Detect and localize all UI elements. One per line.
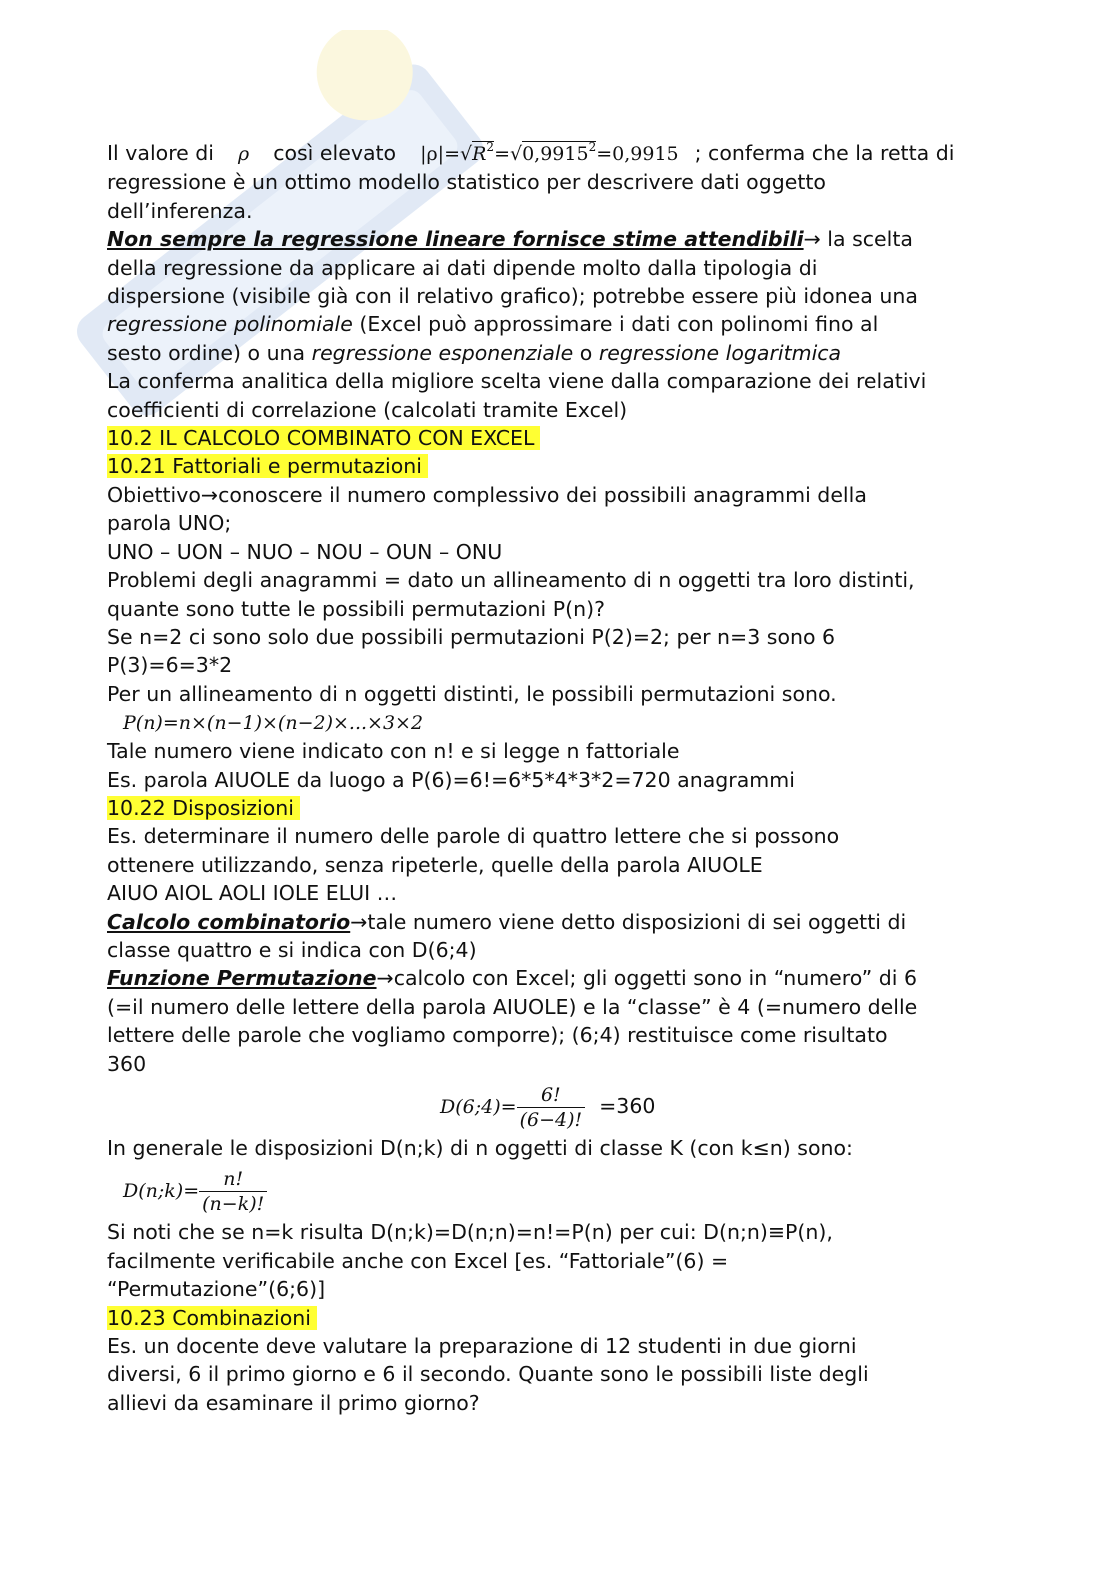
text-line: Es. determinare il numero delle parole di quattro lettere che si possono: [107, 824, 840, 849]
text-line: sesto ordine) o una regressione esponenziale o regressione logaritmica: [107, 340, 842, 365]
disposition-formula: D(6;4)= $\frac{6!}{(6-4)!}$ =360: [440, 1083, 656, 1131]
text-line: Problemi degli anagrammi = dato un allineamento di n oggetti tra loro distinti,: [107, 568, 915, 593]
bold-heading: Calcolo combinatorio: [107, 909, 351, 934]
text-line: ottenere utilizzando, senza ripeterle, quelle della parola AIUOLE: [107, 852, 763, 877]
arrow-icon: →: [350, 909, 368, 934]
arrow-icon: →: [376, 966, 394, 991]
text-line: facilmente verificabile anche con Excel [es. “Fattoriale”(6) =: [107, 1248, 729, 1273]
text-line: Se n=2 ci sono solo due possibili permutazioni P(2)=2; per n=3 sono 6: [107, 624, 836, 649]
section-heading: 10.21 Fattoriali e permutazioni: [107, 452, 1007, 480]
text-line: regressione polinomiale (Excel può approssimare i dati con polinomi fino al: [107, 312, 879, 337]
text-line: (=il numero delle lettere della parola AIUOLE) e la “classe” è 4 (=numero delle: [107, 994, 918, 1019]
text-line: Es. un docente deve valutare la preparazione di 12 studenti in due giorni: [107, 1334, 857, 1359]
text-line: Calcolo combinatorio→tale numero viene detto disposizioni di sei oggetti di: [107, 909, 907, 934]
text-line: 360: [107, 1051, 147, 1076]
text-line: P(3)=6=3*2: [107, 653, 233, 678]
section-heading: 10.2 IL CALCOLO COMBINATO CON EXCEL: [107, 424, 1007, 452]
text-line: lettere delle parole che vogliamo comporre); (6;4) restituisce come risultato: [107, 1023, 888, 1048]
text-line: AIUO AIOL AOLI IOLE ELUI …: [107, 881, 398, 906]
text-line: allievi da esaminare il primo giorno?: [107, 1390, 480, 1415]
text-line: UNO – UON – NUO – NOU – OUN – ONU: [107, 539, 503, 564]
text-line: Per un allineamento di n oggetti distinti, le possibili permutazioni sono.: [107, 681, 837, 706]
rho-formula: $|\rho|=√R^2=√0,9915^2=0,9915$: [420, 140, 679, 165]
text-line: dispersione (visibile già con il relativo grafico); potrebbe essere più idonea una: [107, 284, 918, 309]
text-line: parola UNO;: [107, 511, 232, 536]
text-line: quante sono tutte le possibili permutazioni P(n)?: [107, 596, 605, 621]
text-line: diversi, 6 il primo giorno e 6 il secondo. Quante sono le possibili liste degli: [107, 1362, 869, 1387]
text-line: Non sempre la regressione lineare fornisce stime attendibili→ la scelta: [107, 227, 913, 252]
arrow-icon: →: [200, 482, 219, 507]
general-disposition-formula: D(n;k)= $\frac{n!}{(n-k)!}$: [107, 1162, 1007, 1218]
section-heading: 10.23 Combinazioni: [107, 1304, 1007, 1332]
permutation-formula: P(n)=n×(n−1)×(n−2)×...×3×2: [123, 712, 424, 735]
text-line: Obiettivo→conoscere il numero complessivo dei possibili anagrammi della: [107, 482, 867, 507]
text-line: regressione è un ottimo modello statistico per descrivere dati oggetto: [107, 170, 826, 195]
bold-heading: Non sempre la regressione lineare fornisce stime attendibili: [107, 227, 804, 252]
arrow-icon: →: [803, 227, 821, 252]
document-page: [107, 133, 1007, 1417]
text-line: Il valore di ρ così elevato $|\rho|=√R^2=√0,9915^2=0,9915$ ; conferma che la retta di: [107, 140, 955, 165]
rho-symbol: ρ: [238, 143, 250, 165]
text-line: classe quattro e si indica con D(6;4): [107, 937, 477, 962]
text-line: In generale le disposizioni D(n;k) di n oggetti di classe K (con k≤n) sono:: [107, 1136, 853, 1160]
text-line: “Permutazione”(6;6)]: [107, 1277, 326, 1302]
text-line: coefficienti di correlazione (calcolati tramite Excel): [107, 397, 628, 422]
section-heading: 10.22 Disposizioni: [107, 794, 1007, 822]
text-line: Funzione Permutazione→calcolo con Excel; gli oggetti sono in “numero” di 6: [107, 966, 917, 991]
text-line: della regressione da applicare ai dati dipende molto dalla tipologia di: [107, 255, 818, 280]
text-line: dell’inferenza.: [107, 198, 253, 223]
text-line: Es. parola AIUOLE da luogo a P(6)=6!=6*5*4*3*2=720 anagrammi: [107, 767, 795, 792]
text-line: Tale numero viene indicato con n! e si legge n fattoriale: [107, 739, 680, 764]
text-line: Si noti che se n=k risulta D(n;k)=D(n;n)=n!=P(n) per cui: D(n;n)≡P(n),: [107, 1220, 833, 1245]
text-line: La conferma analitica della migliore scelta viene dalla comparazione dei relativi: [107, 369, 927, 394]
bold-heading: Funzione Permutazione: [107, 966, 377, 991]
